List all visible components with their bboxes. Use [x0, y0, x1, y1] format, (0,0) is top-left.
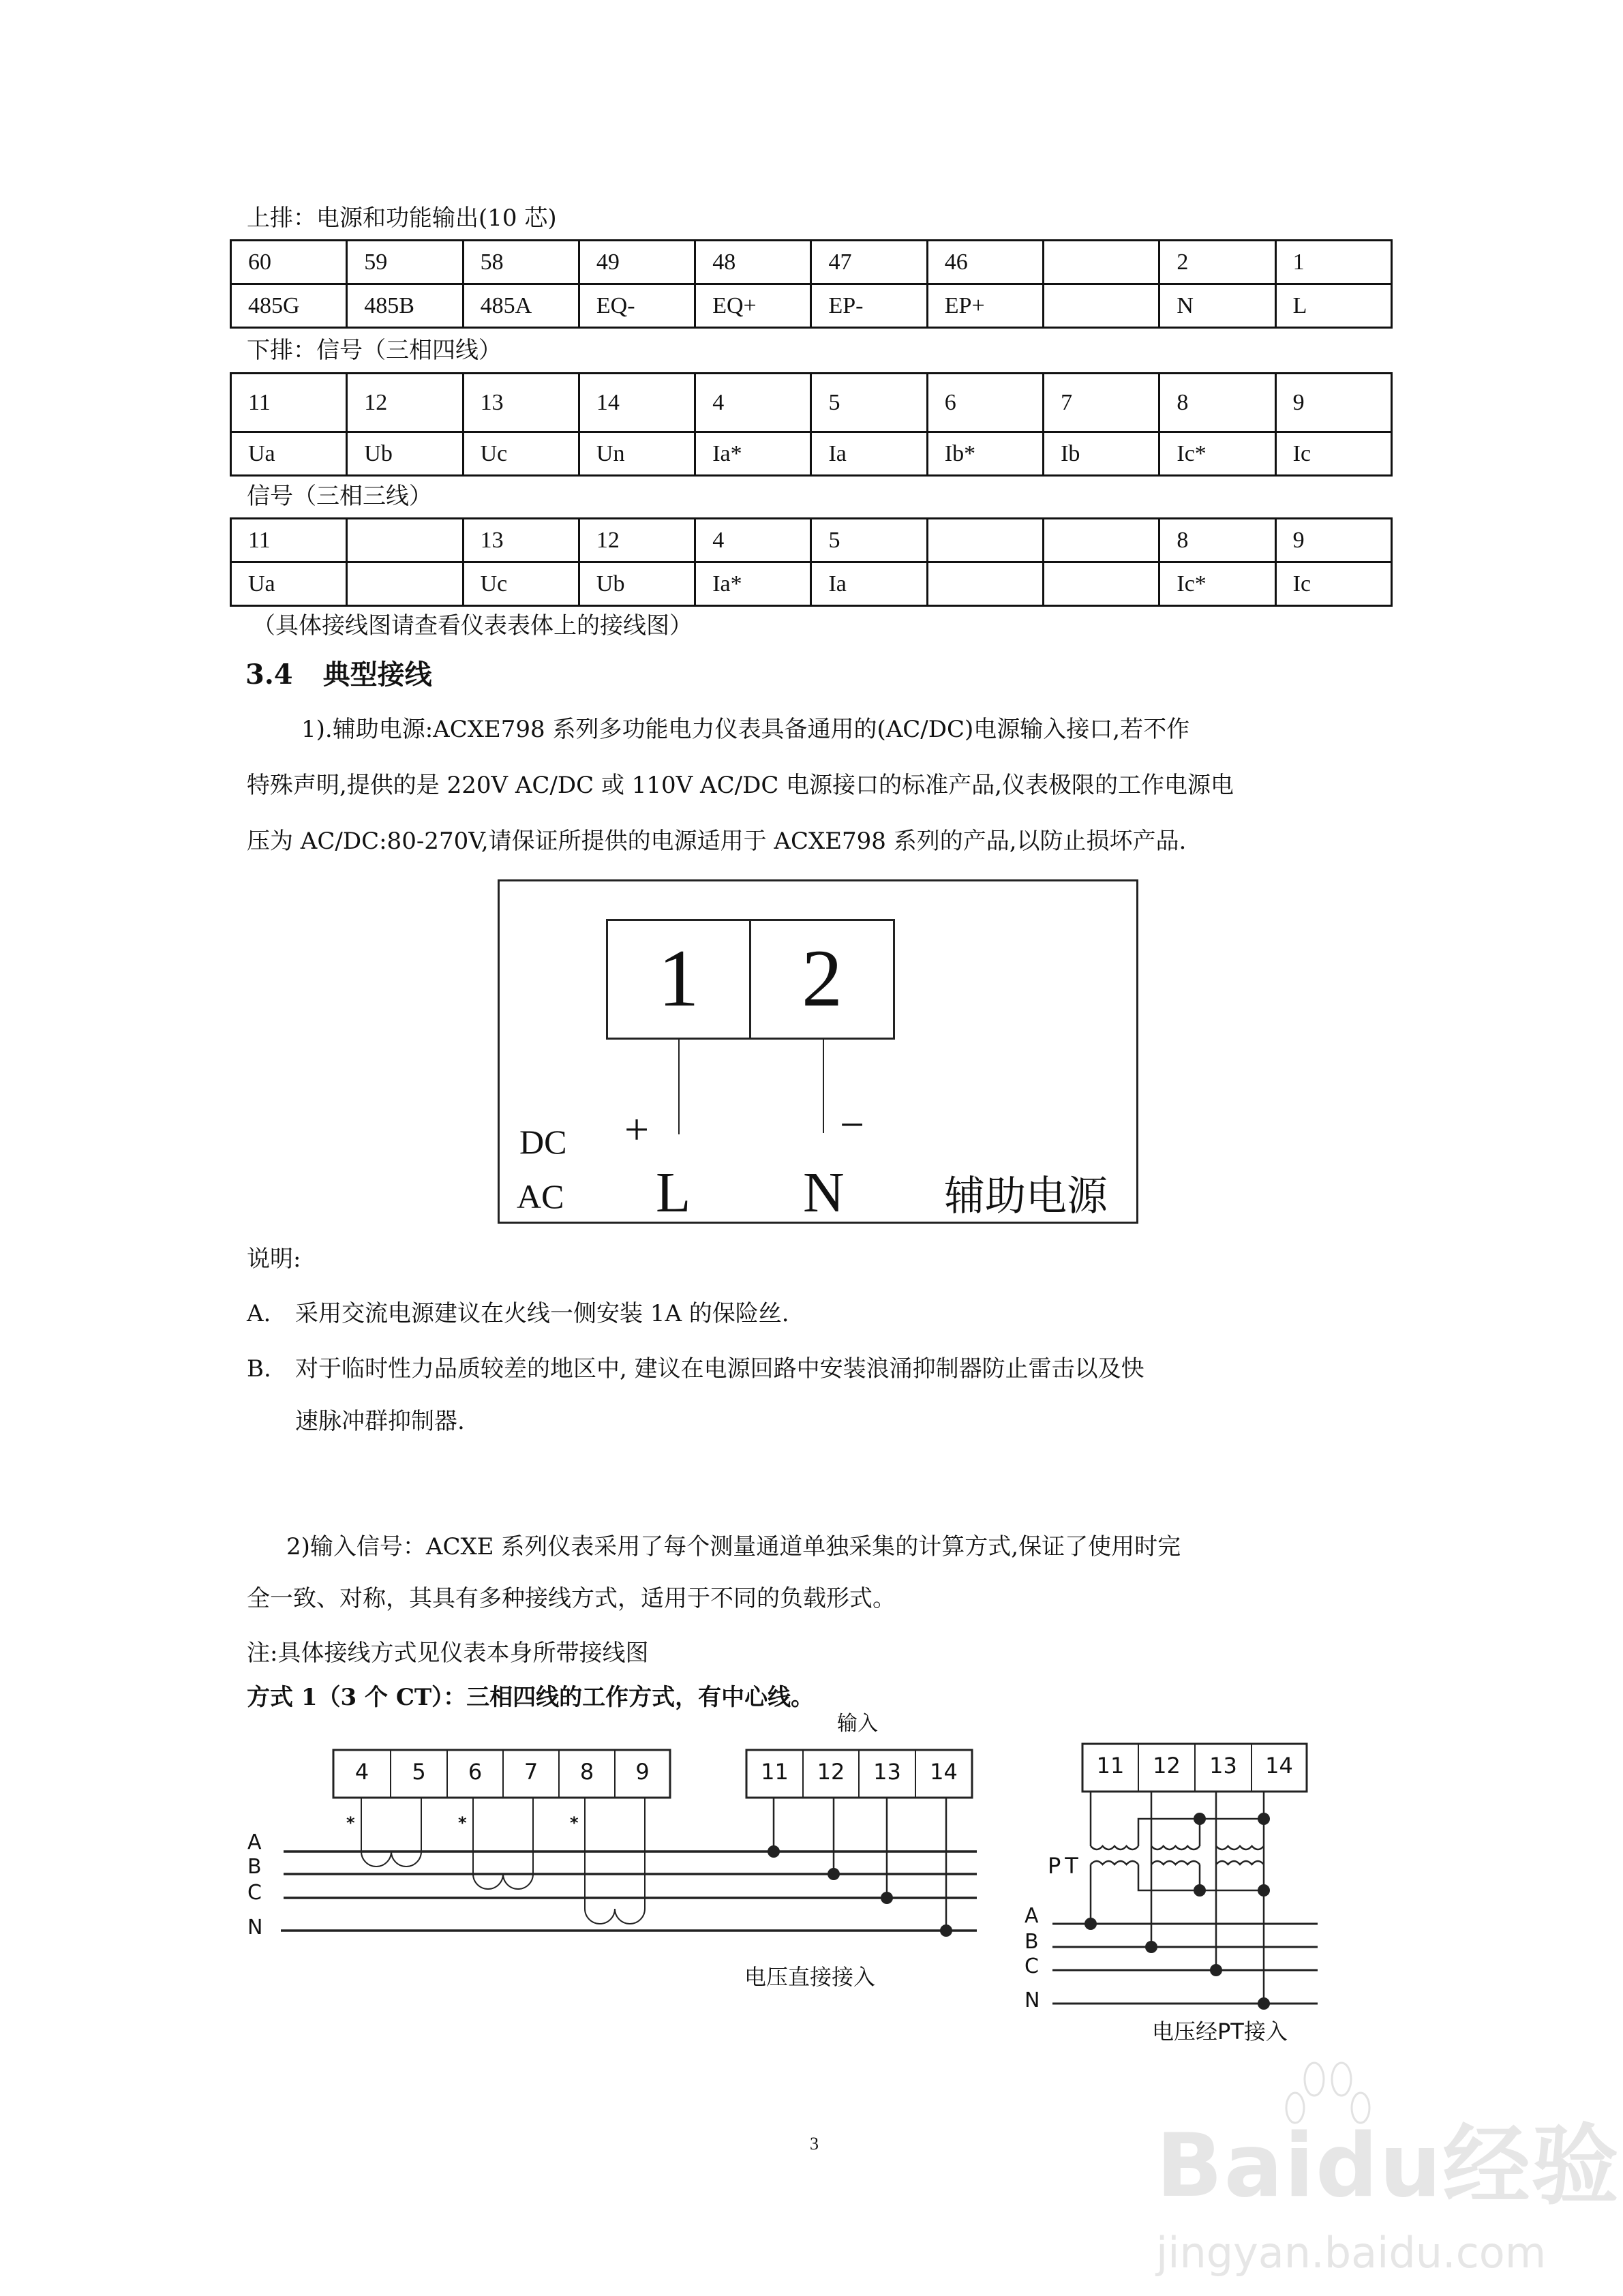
phase-lines [281, 1852, 977, 1931]
pt-terminal-12: 12 [1153, 1753, 1181, 1779]
table-cell: L [1275, 284, 1391, 328]
lower-row-4wire-title: 下排：信号（三相四线） [247, 337, 502, 364]
note-b-line1: 对于临时性力品质较差的地区中, 建议在电源回路中安装浪涌抑制器防止雷击以及快 [295, 1355, 1144, 1383]
table-cell: 13 [463, 374, 579, 432]
ac-label: AC [517, 1177, 564, 1215]
table-cell: Ua [231, 432, 347, 476]
table-cell: Ia [811, 432, 927, 476]
pt-phase-label-b: B [1025, 1930, 1039, 1954]
page-number: 3 [810, 2134, 819, 2154]
note-b-marker: B. [247, 1355, 271, 1383]
phase-label-b: B [247, 1855, 262, 1879]
ac-l-label: L [656, 1161, 691, 1224]
table-cell: 9 [1275, 374, 1391, 432]
pin-number-row [231, 519, 1392, 562]
table-cell: Un [579, 432, 695, 476]
pin-number-row [231, 374, 1392, 432]
table-cell: 8 [1159, 519, 1275, 562]
v-terminal-14: 14 [930, 1759, 958, 1785]
upper-row-title: 上排：电源和功能输出(10 芯) [247, 205, 557, 232]
para1-line2: 特殊声明,提供的是 220V AC/DC 或 110V AC/DC 电源接口的标准产品,仪表极限的工作电源电 [247, 772, 1234, 799]
note-a-marker: A. [247, 1300, 271, 1327]
pt-terminal-14: 14 [1265, 1753, 1293, 1779]
pt-label: PT [1048, 1853, 1082, 1879]
pt-terminal-11: 11 [1096, 1753, 1125, 1779]
pt-phase-lines [1052, 1924, 1318, 2004]
table-cell: Ia* [695, 432, 811, 476]
table-cell: EP+ [927, 284, 1043, 328]
table-cell: 14 [579, 374, 695, 432]
ct-terminal-5: 5 [412, 1759, 426, 1785]
table-cell [1044, 241, 1159, 284]
terminal-1-number: 1 [658, 933, 699, 1023]
table-cell: Uc [463, 562, 579, 606]
section-number: 3.4 [245, 659, 293, 691]
table-cell [927, 519, 1043, 562]
terminal-2-number: 2 [802, 933, 843, 1023]
dc-plus-sign: + [624, 1105, 650, 1153]
table-cell: 12 [347, 374, 463, 432]
pt-wires [1091, 1792, 1264, 2004]
table-cell [1044, 284, 1159, 328]
pin-number-row [231, 241, 1392, 284]
pin-label-row [231, 562, 1392, 606]
upper-row-table [230, 239, 1393, 329]
table-cell: 5 [811, 519, 927, 562]
ct-loops [361, 1798, 645, 1924]
table-cell: 11 [231, 519, 347, 562]
table-cell: 2 [1159, 241, 1275, 284]
voltage-wires [774, 1798, 946, 1931]
table-cell [347, 562, 463, 606]
lower-row-3wire-table [230, 517, 1393, 607]
table-cell: Ic* [1159, 432, 1275, 476]
pt-terminal-13: 13 [1209, 1753, 1237, 1779]
para1-line1: 1).辅助电源:ACXE798 系列多功能电力仪表具备通用的(AC/DC)电源输入接口,若不作 [301, 716, 1190, 743]
ac-n-label: N [803, 1161, 845, 1224]
table-cell: 5 [811, 374, 927, 432]
terminal-2-wire [823, 1039, 824, 1133]
table-cell: Ua [231, 562, 347, 606]
table-cell [1044, 519, 1159, 562]
table-cell: 12 [579, 519, 695, 562]
wiring-note: 注:具体接线方式见仪表本身所带接线图 [247, 1640, 649, 1667]
table-cell: 48 [695, 241, 811, 284]
table-cell: 49 [579, 241, 695, 284]
pt-phase-label-a: A [1025, 1904, 1039, 1928]
table-cell [927, 562, 1043, 606]
pt-phase-label-n: N [1025, 1989, 1040, 2012]
table-cell: EQ+ [695, 284, 811, 328]
v-terminal-12: 12 [817, 1759, 845, 1785]
ct-terminal-4: 4 [354, 1759, 369, 1785]
phase-label-n: N [247, 1916, 263, 1939]
note-a-text: 采用交流电源建议在火线一侧安装 1A 的保险丝. [295, 1300, 789, 1327]
table-cell: 13 [463, 519, 579, 562]
notes-heading: 说明: [247, 1245, 301, 1273]
pt-phase-label-c: C [1025, 1954, 1039, 1978]
table-cell: N [1159, 284, 1275, 328]
aux-power-caption: 辅助电源 [944, 1173, 1108, 1220]
lower-row-4wire-table [230, 372, 1393, 477]
direct-voltage-caption: 电压直接接入 [744, 1964, 876, 1990]
v-terminal-11: 11 [761, 1759, 789, 1785]
input-label: 输入 [837, 1712, 878, 1736]
polarity-mark-b: * [458, 1813, 467, 1832]
v-terminal-13: 13 [873, 1759, 901, 1785]
table-cell: Ic* [1159, 562, 1275, 606]
terminal-1-wire [678, 1039, 680, 1134]
table-cell: Ic [1275, 562, 1391, 606]
table-cell: 59 [347, 241, 463, 284]
table-cell: 47 [811, 241, 927, 284]
table-cell: Ib* [927, 432, 1043, 476]
table-cell [1044, 562, 1159, 606]
dc-minus-sign: − [840, 1100, 865, 1149]
polarity-mark-a: * [346, 1813, 355, 1832]
pt-voltage-caption: 电压经PT接入 [1152, 2019, 1288, 2044]
pin-label-row [231, 284, 1392, 328]
table-cell: 6 [927, 374, 1043, 432]
lower-row-3wire-title: 信号（三相三线） [247, 483, 432, 510]
dc-label: DC [519, 1123, 567, 1161]
table-cell: Ib [1044, 432, 1159, 476]
table-cell: Ia [811, 562, 927, 606]
table-cell: 7 [1044, 374, 1159, 432]
para1-line3: 压为 AC/DC:80-270V,请保证所提供的电源适用于 ACXE798 系列的产品,以防止损坏产品. [247, 828, 1187, 855]
section-heading [245, 659, 432, 691]
table-cell: 485B [347, 284, 463, 328]
table-cell: 1 [1275, 241, 1391, 284]
table-cell: 46 [927, 241, 1043, 284]
mode1-title: 方式 1（3 个 CT）：三相四线的工作方式，有中心线。 [247, 1684, 815, 1711]
ct-terminal-9: 9 [635, 1759, 650, 1785]
section-title: 典型接线 [322, 659, 432, 691]
table-cell: Ub [579, 562, 695, 606]
table-cell: 11 [231, 374, 347, 432]
table-cell: Ic [1275, 432, 1391, 476]
watermark-url: jingyan.baidu.com [1156, 2228, 1547, 2278]
ct-terminal-7: 7 [524, 1759, 539, 1785]
table-cell: 4 [695, 374, 811, 432]
ct-terminal-6: 6 [468, 1759, 483, 1785]
table-cell: 485G [231, 284, 347, 328]
table-note: （具体接线图请查看仪表表体上的接线图） [252, 612, 693, 639]
phase-label-a: A [247, 1830, 262, 1854]
para2-line2: 全一致、对称，其具有多种接线方式，适用于不同的负载形式。 [247, 1585, 896, 1612]
table-cell [347, 519, 463, 562]
polarity-mark-c: * [570, 1813, 579, 1832]
pin-label-row [231, 432, 1392, 476]
table-cell: 9 [1275, 519, 1391, 562]
table-cell: 4 [695, 519, 811, 562]
table-cell: 485A [463, 284, 579, 328]
table-cell: EP- [811, 284, 927, 328]
table-cell: EQ- [579, 284, 695, 328]
table-cell: 60 [231, 241, 347, 284]
table-cell: Ub [347, 432, 463, 476]
table-cell: Uc [463, 432, 579, 476]
table-cell: Ia* [695, 562, 811, 606]
ct-terminal-8: 8 [579, 1759, 594, 1785]
watermark-logo: Baidu经验 [1156, 2115, 1620, 2217]
table-cell: 8 [1159, 374, 1275, 432]
note-b-line2: 速脉冲群抑制器. [295, 1408, 465, 1435]
para2-line1: 2)输入信号：ACXE 系列仪表采用了每个测量通道单独采集的计算方式,保证了使用时完 [286, 1533, 1181, 1560]
phase-label-c: C [247, 1881, 262, 1905]
table-cell: 58 [463, 241, 579, 284]
